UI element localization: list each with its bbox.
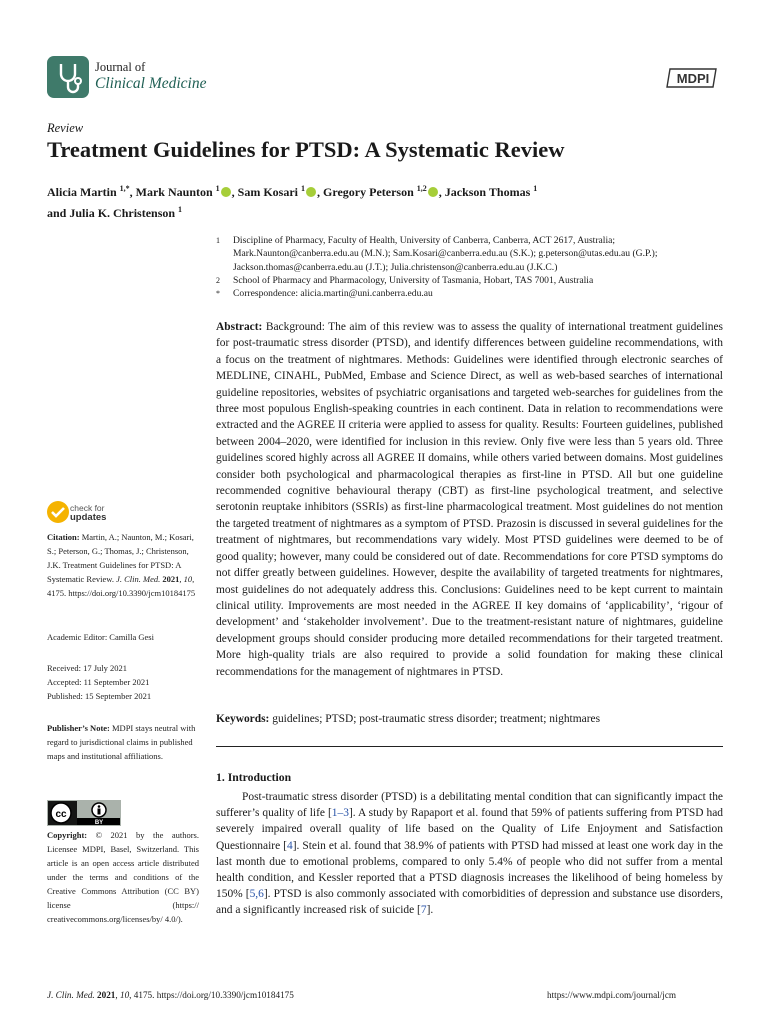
author-affiliation-mark: 1 (178, 205, 183, 214)
keywords (216, 711, 726, 727)
author-name[interactable]: Jackson Thomas (444, 185, 534, 199)
footer-journal-url[interactable]: https://www.mdpi.com/journal/jcm (547, 990, 677, 1000)
author-name[interactable]: Mark Naunton (135, 185, 216, 199)
svg-text:cc: cc (55, 809, 67, 820)
citation-link[interactable]: 7 (420, 904, 427, 917)
cc-by-license-icon[interactable] (47, 800, 121, 826)
check-for-updates-icon[interactable] (45, 499, 71, 525)
check-for-label[interactable]: check for (70, 503, 105, 513)
author-name[interactable]: Gregory Peterson (323, 185, 417, 199)
footer-year: 2021 (97, 990, 116, 1000)
affiliation-text: Discipline of Pharmacy, Faculty of Health, University of Canberra, Canberra, ACT 2617, Australia; Mark.Naunton@canberra.edu.au (M.N.); Sam.Kosari@canberra.edu.au (S.K.); g.peterson@utas.edu.au (G.P.); Jackson.thomas@canberra.edu.au (J.T.); Julia.christenson@canberra.edu.au (J.K.C.) (233, 235, 658, 273)
affiliation-text: School of Pharmacy and Pharmacology, University of Tasmania, Hobart, TAS 7001, Australia (233, 274, 594, 286)
abstract-text: Background: The aim of this review was to assess the quality of international treatment guidelines for post-traumatic stress disorder (PTSD), and identify differences between guideline recommendations, with a focus on the treatment of nightmares. Methods: Guidelines were identified through electronic searches of MEDLINE, CINAHL, PubMed, Embase and Science Direct, as well as web-based searches of international guideline repositories, websites of psychiatric organisations and targeted web-searches for guidelines from the three most populous English-speaking countries in each continent. Data in relation to recommendations were extracted and the AGREE II criteria were applied to assess for quality. Results: Fourteen guidelines, published between 2004–2020, were identified for inclusion in this review. Only five were less than 5 years old. Three guidelines scored highly across all AGREE II domains, while others varied between domains. Most guidelines consider both psychological and pharmacological therapies as first-line in PTSD. All but one guideline recommended cognitive behavioural therapy (CBT) as first-line psychological treatment, and selective serotonin reuptake inhibitors (SSRIs) as first-line pharmacological treatment. Most guidelines do not mention the targeted treatment of nightmares as a symptom of PTSD. Prazosin is discussed in several guidelines for the treatment of nightmares, but recommendations vary widely. Most PTSD guidelines were deemed to be of good quality; however, many could be considered out of date. Recommendations for core PTSD symptoms do not differ greatly between guidelines. However, despite the availability of targeted treatments for nightmares, most guidelines do not adequately address this. Conclusions: Guidelines need to be kept current to maintain clinical utility. Improvements are most needed in the AGREE II key domains of ‘applicability’, ‘rigour of development’ and ‘stakeholder involvement’. Due to the treatment-resistant nature of nightmares, guideline development groups should consider producing more detailed recommendations for their targeted treatment. More high-quality trials are also required to provide a solid foundation for making these clinical recommendations for the management of nightmares in PTSD. (216, 321, 723, 678)
affiliation-number: 2 (216, 275, 220, 285)
publisher-note (47, 721, 199, 763)
divider (216, 746, 723, 747)
author-list: Alicia Martin $^{1,*}$, Mark Naunton $^1$ , Sam Kosari $^1$ , Gregory Peterson $^{1,2}$ , Jackson Thomas $^1$ and Julia K. Christenson $^1$ (47, 184, 538, 220)
mdpi-logo[interactable] (666, 65, 720, 91)
abstract (216, 319, 723, 680)
updates-label[interactable]: updates (70, 512, 107, 523)
author-affiliation-mark: 1,2 (416, 184, 427, 193)
author-affiliation-mark: 1,* (119, 184, 130, 193)
citation-journal: J. Clin. Med. (116, 574, 161, 584)
author-affiliation-mark: 1 (215, 184, 220, 193)
journal-name-line2: Clinical Medicine (95, 75, 207, 92)
copyright-text: © 2021 by the authors. Licensee MDPI, Basel, Switzerland. This article is an open access article distributed under the terms and conditions of the Creative Commons Attribution (CC BY) license (https:// creativecommons.org/licenses/by/ 4.0/). (47, 830, 199, 924)
citation-year: 2021 (160, 574, 180, 584)
citation-link[interactable]: 1–3 (331, 807, 349, 820)
author-name[interactable]: Alicia Martin (47, 185, 120, 199)
publisher-note-label: Publisher’s Note: (47, 723, 110, 733)
copyright-label: Copyright: (47, 830, 88, 840)
footer-volume: 10 (119, 990, 130, 1000)
affiliations (216, 234, 726, 300)
keywords-text: guidelines; PTSD; post-traumatic stress disorder; treatment; nightmares (272, 713, 601, 725)
dates (47, 661, 199, 703)
abstract-label: Abstract: (216, 321, 263, 333)
citation-label: Citation: (47, 532, 80, 542)
citation (47, 530, 199, 600)
author-affiliation-mark: 1 (533, 184, 538, 193)
affiliation-item (216, 287, 726, 300)
svg-text:BY: BY (94, 820, 104, 826)
footer-journal: J. Clin. Med. (47, 990, 95, 1000)
affiliation-item (216, 274, 726, 287)
citation-doi[interactable]: , 4175. https://doi.org/10.3390/jcm10184175 (47, 574, 196, 598)
published-date: Published: 15 September 2021 (47, 691, 152, 701)
citation-link[interactable]: 4 (286, 839, 293, 852)
keywords-label: Keywords: (216, 713, 270, 725)
received-date: Received: 17 July 2021 (47, 663, 128, 673)
author-name[interactable]: Sam Kosari (237, 185, 302, 199)
journal-logo (47, 56, 89, 98)
article-type: Review (47, 121, 84, 135)
footer-citation: J. Clin. Med. 2021, 10, 4175. https://doi.org/10.3390/jcm10184175 (47, 990, 294, 1000)
section-heading: 1. Introduction (216, 771, 292, 784)
intro-paragraph: Post-traumatic stress disorder (PTSD) is a debilitating mental condition that can significantly impact the sufferer’s quality of life [1–3]. A study by Rapaport et al. found that 59% of patients suffering from PTSD had severely impaired overall quality of life based on the Quality of Life Enjoyment and Satisfaction Questionnaire [4]. Stein et al. found that 38.9% of patients with PTSD had missed at least one work day in the last month due to emotional problems, compared to only 5.4% of people who did not suffer from a mental health condition, and Kessler reported that a PTSD diagnosis increases the likelihood of being homeless by 150% [5,6]. PTSD is also commonly associated with comorbidities of depression and substance use disorders, and a significantly increased risk of suicide [7]. (216, 791, 724, 917)
article-title: Treatment Guidelines for PTSD: A Systematic Review (47, 137, 565, 162)
academic-editor: Academic Editor: Camilla Gesi (47, 632, 154, 642)
affiliation-number: 1 (216, 236, 220, 245)
citation-link[interactable]: 5,6 (249, 888, 264, 901)
orcid-icon[interactable] (221, 187, 231, 197)
affiliation-number: * (216, 289, 220, 299)
orcid-icon[interactable] (428, 187, 438, 197)
citation-volume: , 10 (179, 574, 193, 584)
orcid-icon[interactable] (306, 187, 316, 197)
author-affiliation-mark: 1 (301, 184, 306, 193)
affiliation-item (216, 234, 726, 274)
author-name[interactable]: and Julia K. Christenson (47, 206, 179, 220)
stethoscope-icon (47, 56, 89, 98)
journal-name-line1: Journal of (95, 60, 146, 74)
copyright (47, 828, 199, 926)
accepted-date: Accepted: 11 September 2021 (47, 677, 150, 687)
citation-text: Martin, A.; Naunton, M.; Kosari, S.; Peterson, G.; Thomas, J.; Christenson, J.K. Treatment Guidelines for PTSD: A Systematic Review. (47, 532, 194, 584)
footer-doi[interactable]: , 4175. https://doi.org/10.3390/jcm10184175 (129, 990, 294, 1000)
affiliation-text: Correspondence: alicia.martin@uni.canberra.edu.au (233, 288, 433, 300)
publisher-note-text: MDPI stays neutral with regard to jurisdictional claims in published maps and institutional affiliations. (47, 723, 196, 761)
svg-text:MDPI: MDPI (676, 71, 710, 86)
